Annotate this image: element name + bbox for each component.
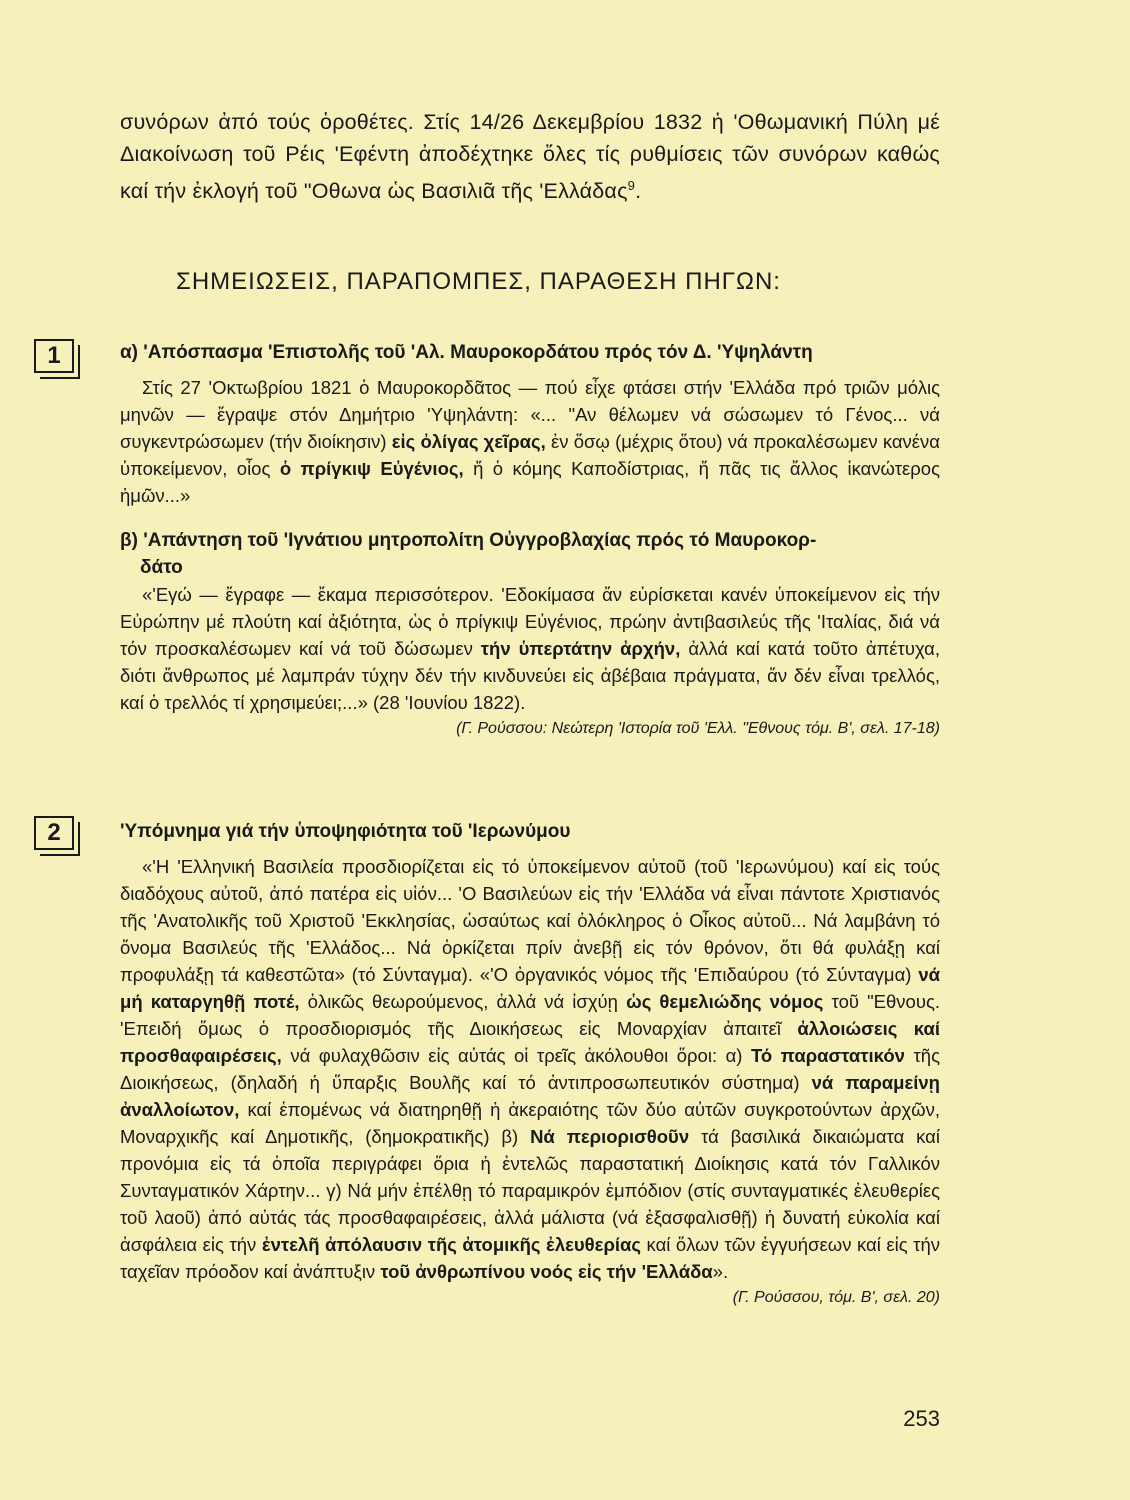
bold-run: Νά περιορισθοῦν	[530, 1126, 690, 1147]
text-run: ὁλικῶς θεωρούμενος, ἀλλά νά ἰσχύῃ	[299, 991, 627, 1012]
title-line: δάτο	[140, 557, 183, 578]
bold-run: νά παραμείνῃ ἀναλλοίωτον,	[120, 1072, 940, 1120]
section-number-2: 2	[34, 816, 74, 850]
bold-run: νά μή καταργηθῇ ποτέ,	[120, 964, 940, 1012]
text-run: Στίς 27 'Οκτωβρίου 1821 ὁ Μαυροκορδᾶτος — πού εἶχε φτάσει στήν 'Ελλάδα πρό τριῶν μόλις μηνῶν — ἔγραψε στόν Δημήτριο 'Υψηλάντη: «... "Αν θέλωμεν νά σώσωμεν τό Γένος... νά συγκεντρώσωμεν (τήν διοίκησιν)	[120, 377, 940, 452]
text-run: τοῦ "Εθνους. 'Επειδή ὅμως ὁ προσδιορισμός τῆς Διοικήσεως εἰς Μοναρχίαν ἀπαιτεῖ	[120, 991, 941, 1039]
text-run: ἐν ὅσῳ (μέχρις ὅτου) νά προκαλέσωμεν κανένα ὑποκείμενον, οἷος	[120, 431, 941, 479]
section-1b-title	[120, 527, 940, 581]
bold-run: εἰς ὀλίγας χεῖρας,	[391, 431, 546, 452]
title-line: β) 'Απάντηση τοῦ 'Ιγνάτιου μητροπολίτη Οὐγγροβλαχίας πρός τό Μαυροκορ-	[120, 530, 817, 551]
section-2	[120, 818, 940, 1309]
section-1b-body	[120, 581, 940, 716]
section-1a-title: α) 'Απόσπασμα 'Επιστολῆς τοῦ 'Αλ. Μαυροκορδάτου πρός τόν Δ. 'Υψηλάντη	[120, 342, 813, 363]
text-run: νά φυλαχθῶσιν εἰς αὐτάς οἱ τρεῖς ἀκόλουθοι ὅροι: α)	[281, 1045, 751, 1066]
page-number: 253	[903, 1406, 940, 1431]
section-1a-body	[120, 374, 940, 509]
footnote-ref: 9	[627, 178, 636, 193]
section-2-citation: (Γ. Ρούσσου, τόμ. Β', σελ. 20)	[732, 1289, 940, 1306]
section-2-title: 'Υπόμνημα γιά τήν ὑποψηφιότητα τοῦ 'Ιερωνύμου	[120, 821, 571, 842]
text-run: ».	[712, 1261, 729, 1282]
intro-text: συνόρων ἀπό τούς ὁροθέτες. Στίς 14/26 Δεκεμβρίου 1832 ἡ 'Οθωμανική Πύλη μέ Διακοίνωση τοῦ Ρέις 'Εφέντη ἀποδέχτηκε ὅλες τίς ρυθμίσεις τῶν συνόρων καθώς καί τήν ἐκλογή τοῦ "Οθωνα ὡς Βασιλιᾶ τῆς 'Ελλάδας	[120, 110, 940, 204]
section-1-citation: (Γ. Ρούσσου: Νεώτερη 'Ιστορία τοῦ 'Ελλ. "Εθνους τόμ. Β', σελ. 17-18)	[456, 720, 940, 737]
text-run: καί ἑπομένως νά διατηρηθῇ ἡ ἀκεραιότης τῶν δύο αὐτῶν συγκροτούντων ἀρχῶν, Μοναρχικῆς καί Δημοτικῆς, (δημοκρατικῆς) β)	[120, 1099, 940, 1147]
bold-run: ὁ πρίγκιψ Εὐγένιος,	[279, 458, 464, 479]
section-number-1: 1	[34, 339, 74, 373]
text-run: τά βασιλικά δικαιώματα καί προνόμια εἰς τά ὁποῖα περιγράφει ὅρια ἡ ἐντελῶς παραστατική Διοίκησις κατά τόν Γαλλικόν Συνταγματικόν Χάρτην... γ) Νά μήν ἐπέλθῃ τό παραμικρόν ἐμπόδιον (στίς συνταγματικές ἐλευθερίες τοῦ λαοῦ) ἀπό αὐτάς τάς προσθαφαιρέσεις, ἀλλά μάλιστα (νά ἐξασφαλισθῇ) ἡ δυνατή εὐκολία καί ἀσφάλεια εἰς τήν	[120, 1126, 940, 1255]
bold-run: ἐντελῆ ἀπόλαυσιν τῆς ἀτομικῆς ἐλευθερίας	[261, 1234, 642, 1255]
section-2-body	[120, 853, 940, 1285]
text-run: ἤ ὁ κόμης Καποδίστριας, ἤ πᾶς τις ἄλλος ἱκανώτερος ἡμῶν...»	[120, 458, 941, 506]
section-1	[120, 339, 940, 740]
intro-text-end: .	[635, 179, 642, 204]
text-run: τῆς Διοικήσεως, (δηλαδή ἡ ὕπαρξις Βουλῆς καί τό ἀντιπροσωπευτικόν σύστημα)	[120, 1045, 940, 1093]
bold-run: ἀλλοιώσεις καί προσθαφαιρέσεις,	[120, 1018, 940, 1066]
text-run: καί ὅλων τῶν ἐγγυήσεων καί εἰς τήν ταχεῖαν πρόοδον καί ἀνάπτυξιν	[120, 1234, 940, 1282]
bold-run: Τό παραστατικόν	[750, 1045, 905, 1066]
text-run: «'Η 'Ελληνική Βασιλεία προσδιορίζεται εἰς τό ὑποκείμενον αὐτοῦ (τοῦ 'Ιερωνύμου) καί εἰς τούς διαδόχους αὐτοῦ, ἀπό πατέρα εἰς υἱόν... 'Ο Βασιλεύων εἰς τήν 'Ελλάδα νά εἶναι πάντοτε Χριστιανός τῆς 'Ανατολικῆς τοῦ Χριστοῦ 'Εκκλησίας, ὡσαύτως καί ὁλόκληρος ὁ Οἶκος αὐτοῦ... Νά λαμβάνη τό ὄνομα Βασιλεύς τῆς 'Ελλάδος... Νά ὁρκίζεται πρίν ἀνεβῇ εἰς τόν θρόνον, ὅτι θά φυλάξῃ καί προφυλάξῃ τά καθεστῶτα» (τό Σύνταγμα). «'Ο ὀργανικός νόμος τῆς 'Επιδαύρου (τό Σύνταγμα)	[120, 856, 940, 985]
intro-paragraph	[120, 106, 940, 207]
bold-run: τοῦ ἀνθρωπίνου νοός εἰς τήν 'Ελλάδα	[380, 1261, 713, 1282]
text-run: ἀλλά καί κατά τοῦτο ἀπέτυχα, διότι ἄνθρωπος μέ λαμπράν τύχην δέν τήν κινδυνεύει εἰς ἀβέβαια πράγματα, ἄν δέν εἶναι τρελλός, καί ὁ τρελλός τί χρησιμεύει;...» (28 'Ιουνίου 1822).	[120, 638, 940, 713]
bold-run: τήν ὑπερτάτην ἀρχήν,	[480, 638, 681, 659]
bold-run: ὡς θεμελιώδης νόμος	[626, 991, 824, 1012]
text-run: «'Εγώ — ἔγραφε — ἔκαμα περισσότερον. 'Εδοκίμασα ἄν εὑρίσκεται κανέν ὑποκείμενον εἰς τήν Εὐρώπην μέ πλούτη καί ἀξιότητα, ὡς ὁ πρίγκιψ Εὐγένιος, πρώην ἀντιβασιλεύς τῆς 'Ιταλίας, διά νά τόν προσκαλέσωμεν καί νά τοῦ δώσωμεν	[120, 584, 940, 659]
section-heading: ΣΗΜΕΙΩΣΕΙΣ, ΠΑΡΑΠΟΜΠΕΣ, ΠΑΡΑΘΕΣΗ ΠΗΓΩΝ:	[176, 268, 781, 295]
